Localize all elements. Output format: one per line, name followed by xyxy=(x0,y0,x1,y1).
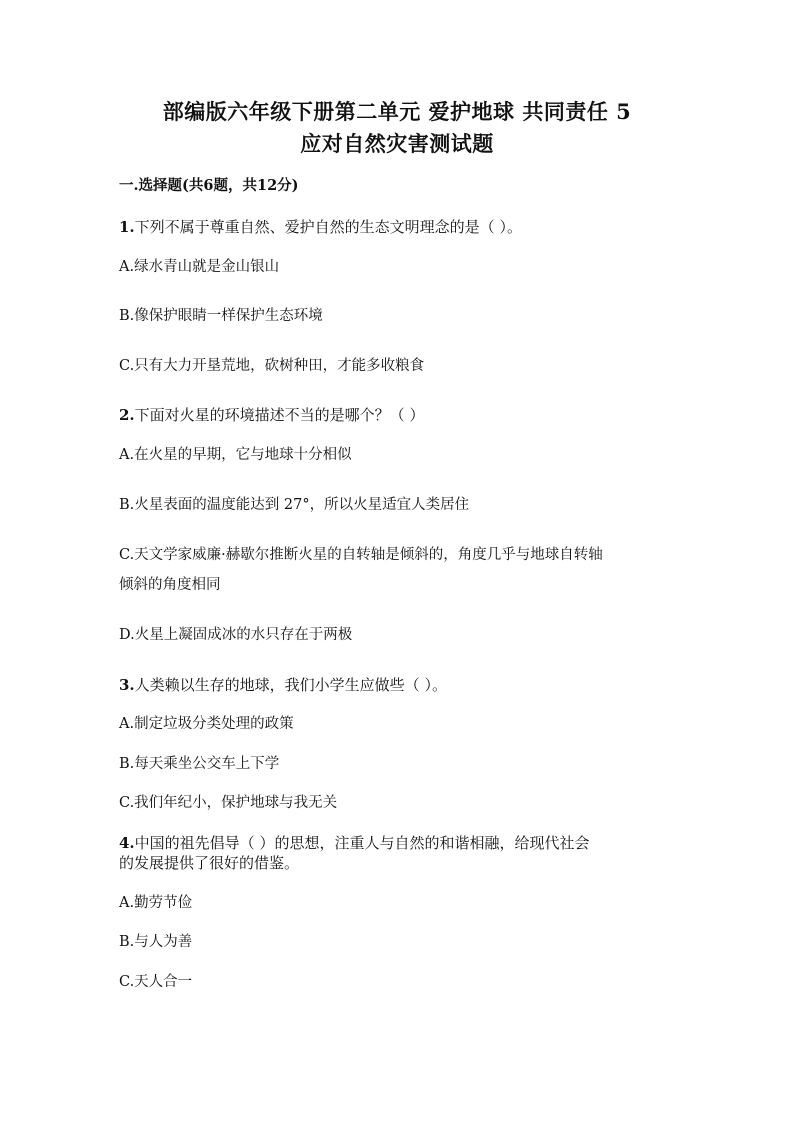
question-number: 2. xyxy=(119,406,135,424)
document-title-line-2: 应对自然灾害测试题 xyxy=(300,131,494,156)
question-number: 4. xyxy=(119,834,135,852)
question-stem: 人类赖以生存的地球，我们小学生应做些（ ）。 xyxy=(134,676,447,694)
question-1-option-a: A.绿水青山就是金山银山 xyxy=(119,259,280,275)
question-4 xyxy=(119,833,589,853)
question-1-option-c: C.只有大力开垦荒地，砍树种田，才能多收粮食 xyxy=(119,358,425,374)
question-3 xyxy=(119,675,447,695)
question-3-option-b: B.每天乘坐公交车上下学 xyxy=(119,756,280,772)
question-3-option-a: A.制定垃圾分类处理的政策 xyxy=(119,716,294,732)
question-stem: 下列不属于尊重自然、爱护自然的生态文明理念的是（ ）。 xyxy=(134,218,522,236)
section-heading: 一.选择题(共6题，共12分) xyxy=(119,177,299,194)
question-3-option-c: C.我们年纪小，保护地球与我无关 xyxy=(119,795,338,811)
document-title-line-1: 部编版六年级下册第二单元 爱护地球 共同责任 5 xyxy=(162,99,632,124)
question-number: 1. xyxy=(119,218,135,236)
question-2 xyxy=(119,405,424,425)
question-2-option-d: D.火星上凝固成冰的水只存在于两极 xyxy=(119,627,353,643)
question-1-option-b: B.像保护眼睛一样保护生态环境 xyxy=(119,308,323,324)
question-2-option-b: B.火星表面的温度能达到 27°，所以火星适宜人类居住 xyxy=(119,497,470,513)
question-4-stem-continued: 的发展提供了很好的借鉴。 xyxy=(119,854,300,872)
question-number: 3. xyxy=(119,676,135,694)
question-2-option-a: A.在火星的早期，它与地球十分相似 xyxy=(119,447,352,463)
question-stem: 中国的祖先倡导（ ）的思想，注重人与自然的和谐相融，给现代社会 xyxy=(134,834,590,852)
question-4-option-b: B.与人为善 xyxy=(119,934,193,950)
question-stem: 下面对火星的环境描述不当的是哪个？（ ） xyxy=(134,406,425,424)
question-1 xyxy=(119,217,522,237)
question-4-option-c: C.天人合一 xyxy=(119,974,193,990)
question-2-option-c-continued: 倾斜的角度相同 xyxy=(119,577,221,593)
question-2-option-c: C.天文学家威廉·赫歇尔推断火星的自转轴是倾斜的，角度几乎与地球自转轴 xyxy=(119,547,603,563)
question-4-option-a: A.勤劳节俭 xyxy=(119,895,193,911)
